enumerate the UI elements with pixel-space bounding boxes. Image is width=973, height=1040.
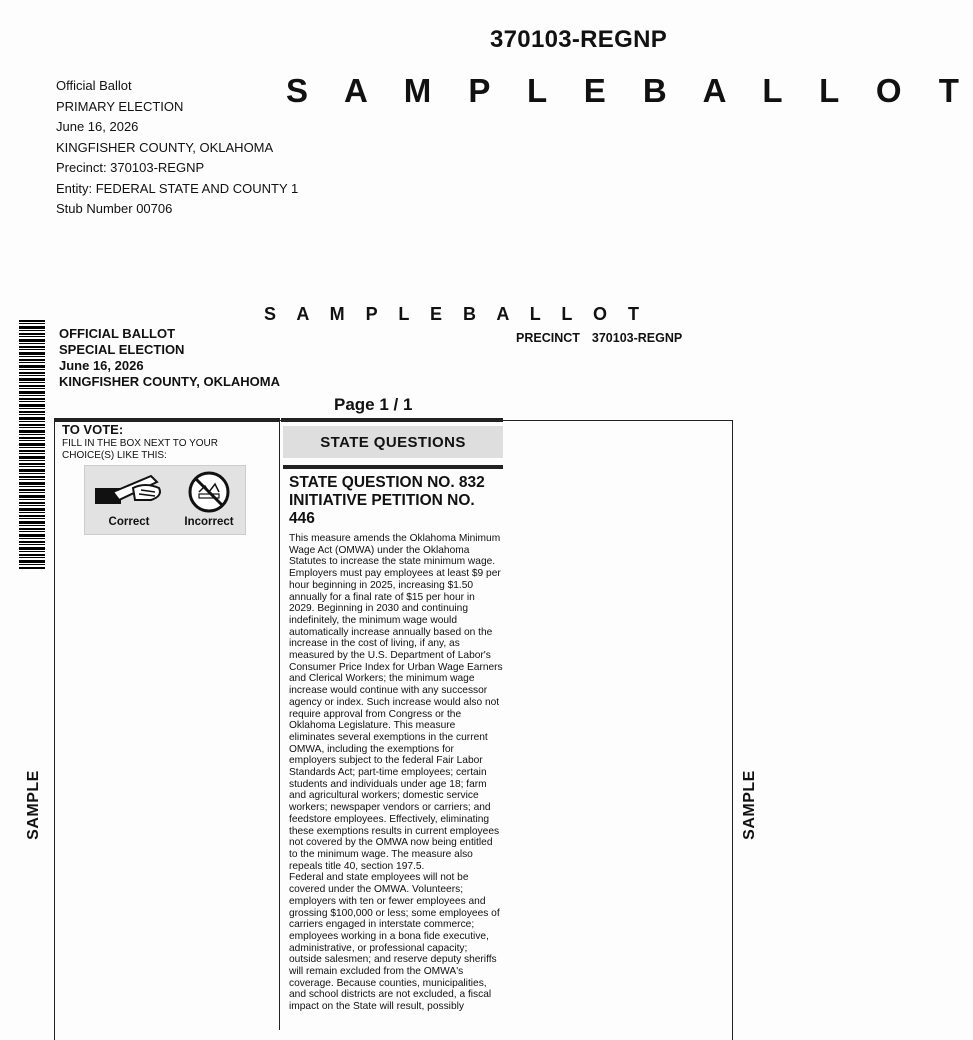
state-question-divider <box>283 465 503 469</box>
ballot-info-line: June 16, 2026 <box>59 358 144 373</box>
to-vote-text: FILL IN THE BOX NEXT TO YOUR CHOICE(S) LIKE THIS: <box>62 438 218 461</box>
barcode <box>19 320 45 570</box>
ballot-info-line: SPECIAL ELECTION <box>59 342 185 357</box>
header-info <box>56 76 298 220</box>
side-label-right: SAMPLE <box>741 770 758 840</box>
header-line: KINGFISHER COUNTY, OKLAHOMA <box>56 139 274 155</box>
pen-marking-icon <box>89 470 169 514</box>
sample-ballot-title: S A M P L E B A L L O T <box>286 72 973 109</box>
state-question-paragraph: This measure amends the Oklahoma Minimum Wage Act (OMWA) under the Oklahoma Statutes to increase the state minimum wage. Employers must pay employees at least $9 per hour beginning in 2025, increasing $1.50 annually for a final rate of $15 per hour in 2029. Beginning in 2030 and continuing indefinitely, the minimum wage would automatically increase annually based on the increase in the cost of living, if any, as measured by the U.S. Department of Labor's Consumer Price Index for Urban Wage Earners and Clerical Workers; the minimum wage increase would continue with any successor agency or index. Such increase would also not require approval from Congress or the Oklahoma Legislature. This measure eliminates several exemptions in the current OMWA, including the exemptions for employers subject to the federal Fair Labor Standards Act; part-time employees; certain students and individuals under age 18; farm and agricultural workers; domestic service workers; newspaper vendors or carriers; and feedstore employees. Effectively, eliminating these exemptions results in current employees not covered by the OMWA now being entitled to the minimum wage. The measure also repeals title 40, section 197.5. <box>289 533 503 872</box>
state-question-paragraph: Federal and state employees will not be covered under the OMWA. Volunteers; employers with ten or fewer employees and grossing $100,000 or less; some employees of carriers engaged in interstate commerce; employees working in a bona fide executive, administrative, or professional capacity; outside salesmen; and reserve deputy sheriffs will remain excluded from the OMWA's coverage. Because counties, municipalities, and school districts are not excluded, a fiscal impact on the State will result, possibly <box>289 872 500 1013</box>
to-vote-instructions <box>62 422 242 461</box>
ballot-info-line: KINGFISHER COUNTY, OKLAHOMA <box>59 374 280 389</box>
state-questions-header: STATE QUESTIONS <box>283 426 503 458</box>
precinct-label: PRECINCT <box>516 331 580 345</box>
prohibited-mark-icon <box>175 470 243 514</box>
header-line: Entity: FEDERAL STATE AND COUNTY 1 <box>56 180 299 196</box>
header-line: Precinct: 370103-REGNP <box>56 160 205 175</box>
column-divider <box>279 420 280 1030</box>
incorrect-label: Incorrect <box>184 516 234 528</box>
side-label-left: SAMPLE <box>25 770 42 840</box>
to-vote-title: TO VOTE: <box>62 422 124 437</box>
column-top-bar <box>281 418 503 422</box>
ballot-id: 370103-REGNP <box>490 26 668 53</box>
ballot-info-line: OFFICIAL BALLOT <box>59 326 176 341</box>
precinct-value: 370103-REGNP <box>591 331 683 345</box>
header-line: PRIMARY ELECTION <box>56 98 184 114</box>
header-line: Stub Number 00706 <box>56 201 173 216</box>
state-question-body <box>289 533 503 1013</box>
correct-label: Correct <box>108 516 150 528</box>
ballot-info <box>59 326 280 390</box>
ballot-sample-title: S A M P L E B A L L O T <box>264 304 648 324</box>
correct-example <box>89 470 169 530</box>
state-question-title: STATE QUESTION NO. 832 INITIATIVE PETITION NO. 446 <box>289 474 485 527</box>
precinct <box>516 331 682 345</box>
page-number: Page 1 / 1 <box>334 395 413 414</box>
header-line: June 16, 2026 <box>56 119 139 134</box>
incorrect-example <box>175 470 243 530</box>
marking-examples <box>84 465 246 535</box>
header-line: Official Ballot <box>56 78 132 93</box>
